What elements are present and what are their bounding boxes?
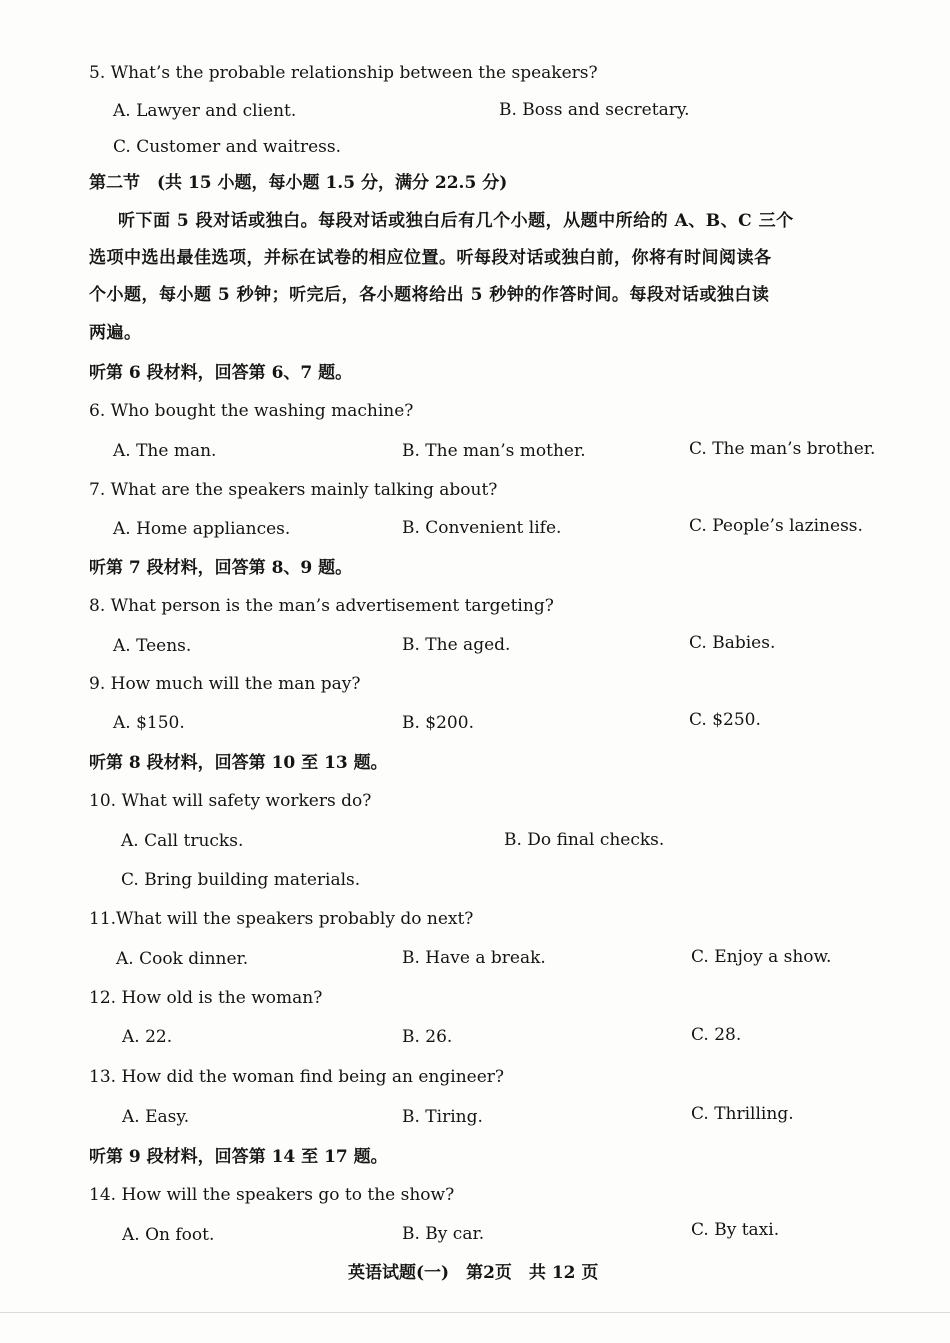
q9-option-c: C. $250.	[689, 710, 761, 730]
material-7-heading: 听第 7 段材料，回答第 8、9 题。	[89, 558, 353, 578]
q11-option-c: C. Enjoy a show.	[691, 947, 832, 967]
q12-option-a: A. 22.	[122, 1027, 173, 1047]
q13-option-a: A. Easy.	[122, 1107, 190, 1127]
question-6: 6. Who bought the washing machine?	[89, 401, 414, 421]
q8-option-a: A. Teens.	[113, 636, 192, 656]
q6-option-c: C. The man’s brother.	[689, 439, 876, 459]
q9-option-b: B. $200.	[402, 713, 474, 733]
question-5: 5. What’s the probable relationship between the speakers?	[89, 63, 598, 83]
q5-option-b: B. Boss and secretary.	[499, 100, 690, 120]
instructions-line-1: 听下面 5 段对话或独白。每段对话或独白后有几个小题，从题中所给的 A、B、C 三个	[118, 211, 794, 231]
q14-option-b: B. By car.	[402, 1224, 485, 1244]
instructions-line-4: 两遍。	[89, 323, 142, 343]
question-14: 14. How will the speakers go to the show?	[89, 1185, 455, 1205]
q10-option-b: B. Do final checks.	[504, 830, 665, 850]
q8-option-c: C. Babies.	[689, 633, 776, 653]
q8-option-b: B. The aged.	[402, 635, 511, 655]
q13-option-c: C. Thrilling.	[691, 1104, 794, 1124]
material-6-heading: 听第 6 段材料，回答第 6、7 题。	[89, 363, 353, 383]
q7-option-c: C. People’s laziness.	[689, 516, 863, 536]
q13-option-b: B. Tiring.	[402, 1107, 483, 1127]
question-11: 11.What will the speakers probably do next?	[89, 909, 474, 929]
q6-option-b: B. The man’s mother.	[402, 441, 586, 461]
q9-option-a: A. $150.	[113, 713, 185, 733]
material-8-heading: 听第 8 段材料，回答第 10 至 13 题。	[89, 753, 388, 773]
instructions-line-2: 选项中选出最佳选项，并标在试卷的相应位置。听每段对话或独白前，你将有时间阅读各	[89, 248, 772, 268]
q6-option-a: A. The man.	[113, 441, 217, 461]
q14-option-a: A. On foot.	[122, 1225, 215, 1245]
q5-option-c: C. Customer and waitress.	[113, 137, 342, 157]
page-footer: 英语试题(一) 第2页 共 12 页	[348, 1263, 599, 1283]
q7-option-a: A. Home appliances.	[113, 519, 291, 539]
instructions-line-3: 个小题，每小题 5 秒钟；听完后，各小题将给出 5 秒钟的作答时间。每段对话或独白读	[89, 285, 770, 305]
q7-option-b: B. Convenient life.	[402, 518, 562, 538]
q11-option-a: A. Cook dinner.	[116, 949, 249, 969]
question-9: 9. How much will the man pay?	[89, 674, 361, 694]
q10-option-c: C. Bring building materials.	[121, 870, 361, 890]
q5-option-a: A. Lawyer and client.	[113, 101, 297, 121]
question-7: 7. What are the speakers mainly talking about?	[89, 480, 498, 500]
material-9-heading: 听第 9 段材料，回答第 14 至 17 题。	[89, 1147, 388, 1167]
question-8: 8. What person is the man’s advertisement targeting?	[89, 596, 554, 616]
q12-option-b: B. 26.	[402, 1027, 453, 1047]
q10-option-a: A. Call trucks.	[121, 831, 244, 851]
page-bottom-divider	[0, 1312, 950, 1313]
question-12: 12. How old is the woman?	[89, 988, 323, 1008]
q11-option-b: B. Have a break.	[402, 948, 546, 968]
section-2-heading: 第二节 (共 15 小题，每小题 1.5 分，满分 22.5 分)	[89, 173, 508, 193]
q14-option-c: C. By taxi.	[691, 1220, 780, 1240]
question-13: 13. How did the woman find being an engineer?	[89, 1067, 505, 1087]
question-10: 10. What will safety workers do?	[89, 791, 372, 811]
q12-option-c: C. 28.	[691, 1025, 742, 1045]
